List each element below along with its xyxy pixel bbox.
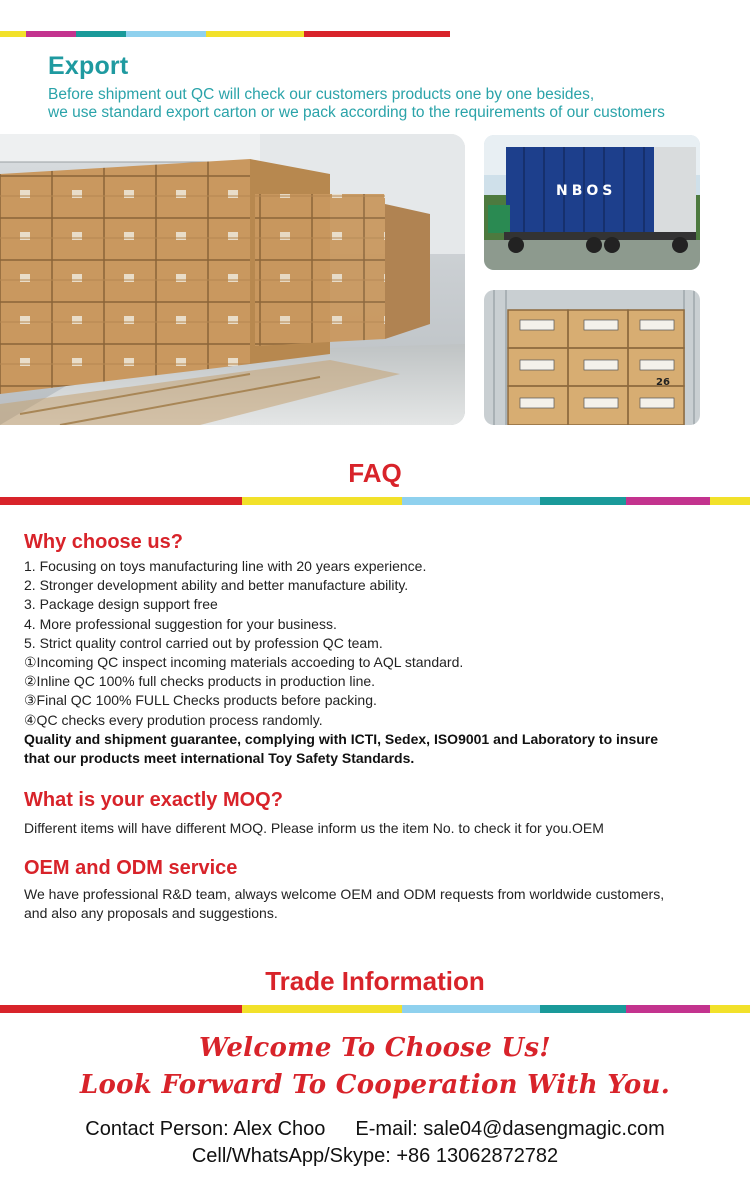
export-description: [48, 86, 665, 122]
oem-odm-heading: OEM and ODM service: [24, 857, 238, 879]
guarantee-line: Quality and shipment guarantee, complying with ICTI, Sedex, ISO9001 and Laboratory to insure: [24, 730, 659, 747]
cartons-photo: [484, 290, 700, 425]
why-choose-us-list: [24, 557, 658, 768]
moq-heading: What is your exactly MOQ?: [24, 789, 283, 811]
list-item: ②Inline QC 100% full checks products in production line.: [24, 673, 376, 690]
why-choose-us-heading: Why choose us?: [24, 531, 183, 553]
list-item: ①Incoming QC inspect incoming materials accoeding to AQL standard.: [24, 654, 464, 671]
contact-person: Contact Person: Alex Choo: [85, 1118, 326, 1140]
list-item: 2. Stronger development ability and better manufacture ability.: [24, 577, 409, 594]
cooperation-message: Look Forward To Cooperation With You.: [79, 1070, 671, 1100]
export-line-1: Before shipment out QC will check our customers products one by one besides,: [48, 86, 595, 103]
trade-color-stripe: [0, 1005, 750, 1013]
faq-title: FAQ: [348, 458, 402, 488]
list-item: ④QC checks every prodution process randomly.: [24, 711, 323, 728]
list-item: 5. Strict quality control carried out by profession QC team.: [24, 634, 383, 651]
guarantee-line: that our products meet international Toy Safety Standards.: [24, 750, 415, 767]
list-item: 1. Focusing on toys manufacturing line with 20 years experience.: [24, 558, 427, 574]
contact-line: [0, 1118, 750, 1141]
list-item: 4. More professional suggestion for your business.: [24, 615, 337, 632]
warehouse-photo: [0, 134, 465, 425]
trade-information-title: Trade Information: [265, 966, 485, 996]
container-truck-photo: [484, 135, 700, 270]
top-color-stripe: [0, 31, 450, 37]
faq-color-stripe: [0, 497, 750, 505]
moq-text: Different items will have different MOQ. Please inform us the item No. to check it for you.OEM: [24, 820, 604, 836]
oem-line-1: We have professional R&D team, always welcome OEM and ODM requests from worldwide customers,: [24, 886, 665, 902]
phone-number[interactable]: Cell/WhatsApp/Skype: +86 13062872782: [191, 1145, 559, 1167]
list-item: 3. Package design support free: [24, 596, 218, 613]
export-title: Export: [48, 52, 129, 80]
list-item: ③Final QC 100% FULL Checks products before packing.: [24, 692, 377, 709]
email-address[interactable]: E-mail: sale04@dasengmagic.com: [355, 1118, 665, 1140]
carton-label: 26: [656, 377, 670, 388]
container-text: NBOS: [556, 183, 617, 199]
oem-odm-text: [24, 885, 664, 923]
welcome-message: Welcome To Choose Us!: [198, 1033, 552, 1063]
export-line-2: we use standard export carton or we pack according to the requirements of our customers: [48, 104, 665, 121]
oem-line-2: and also any proposals and suggestions.: [24, 905, 278, 922]
